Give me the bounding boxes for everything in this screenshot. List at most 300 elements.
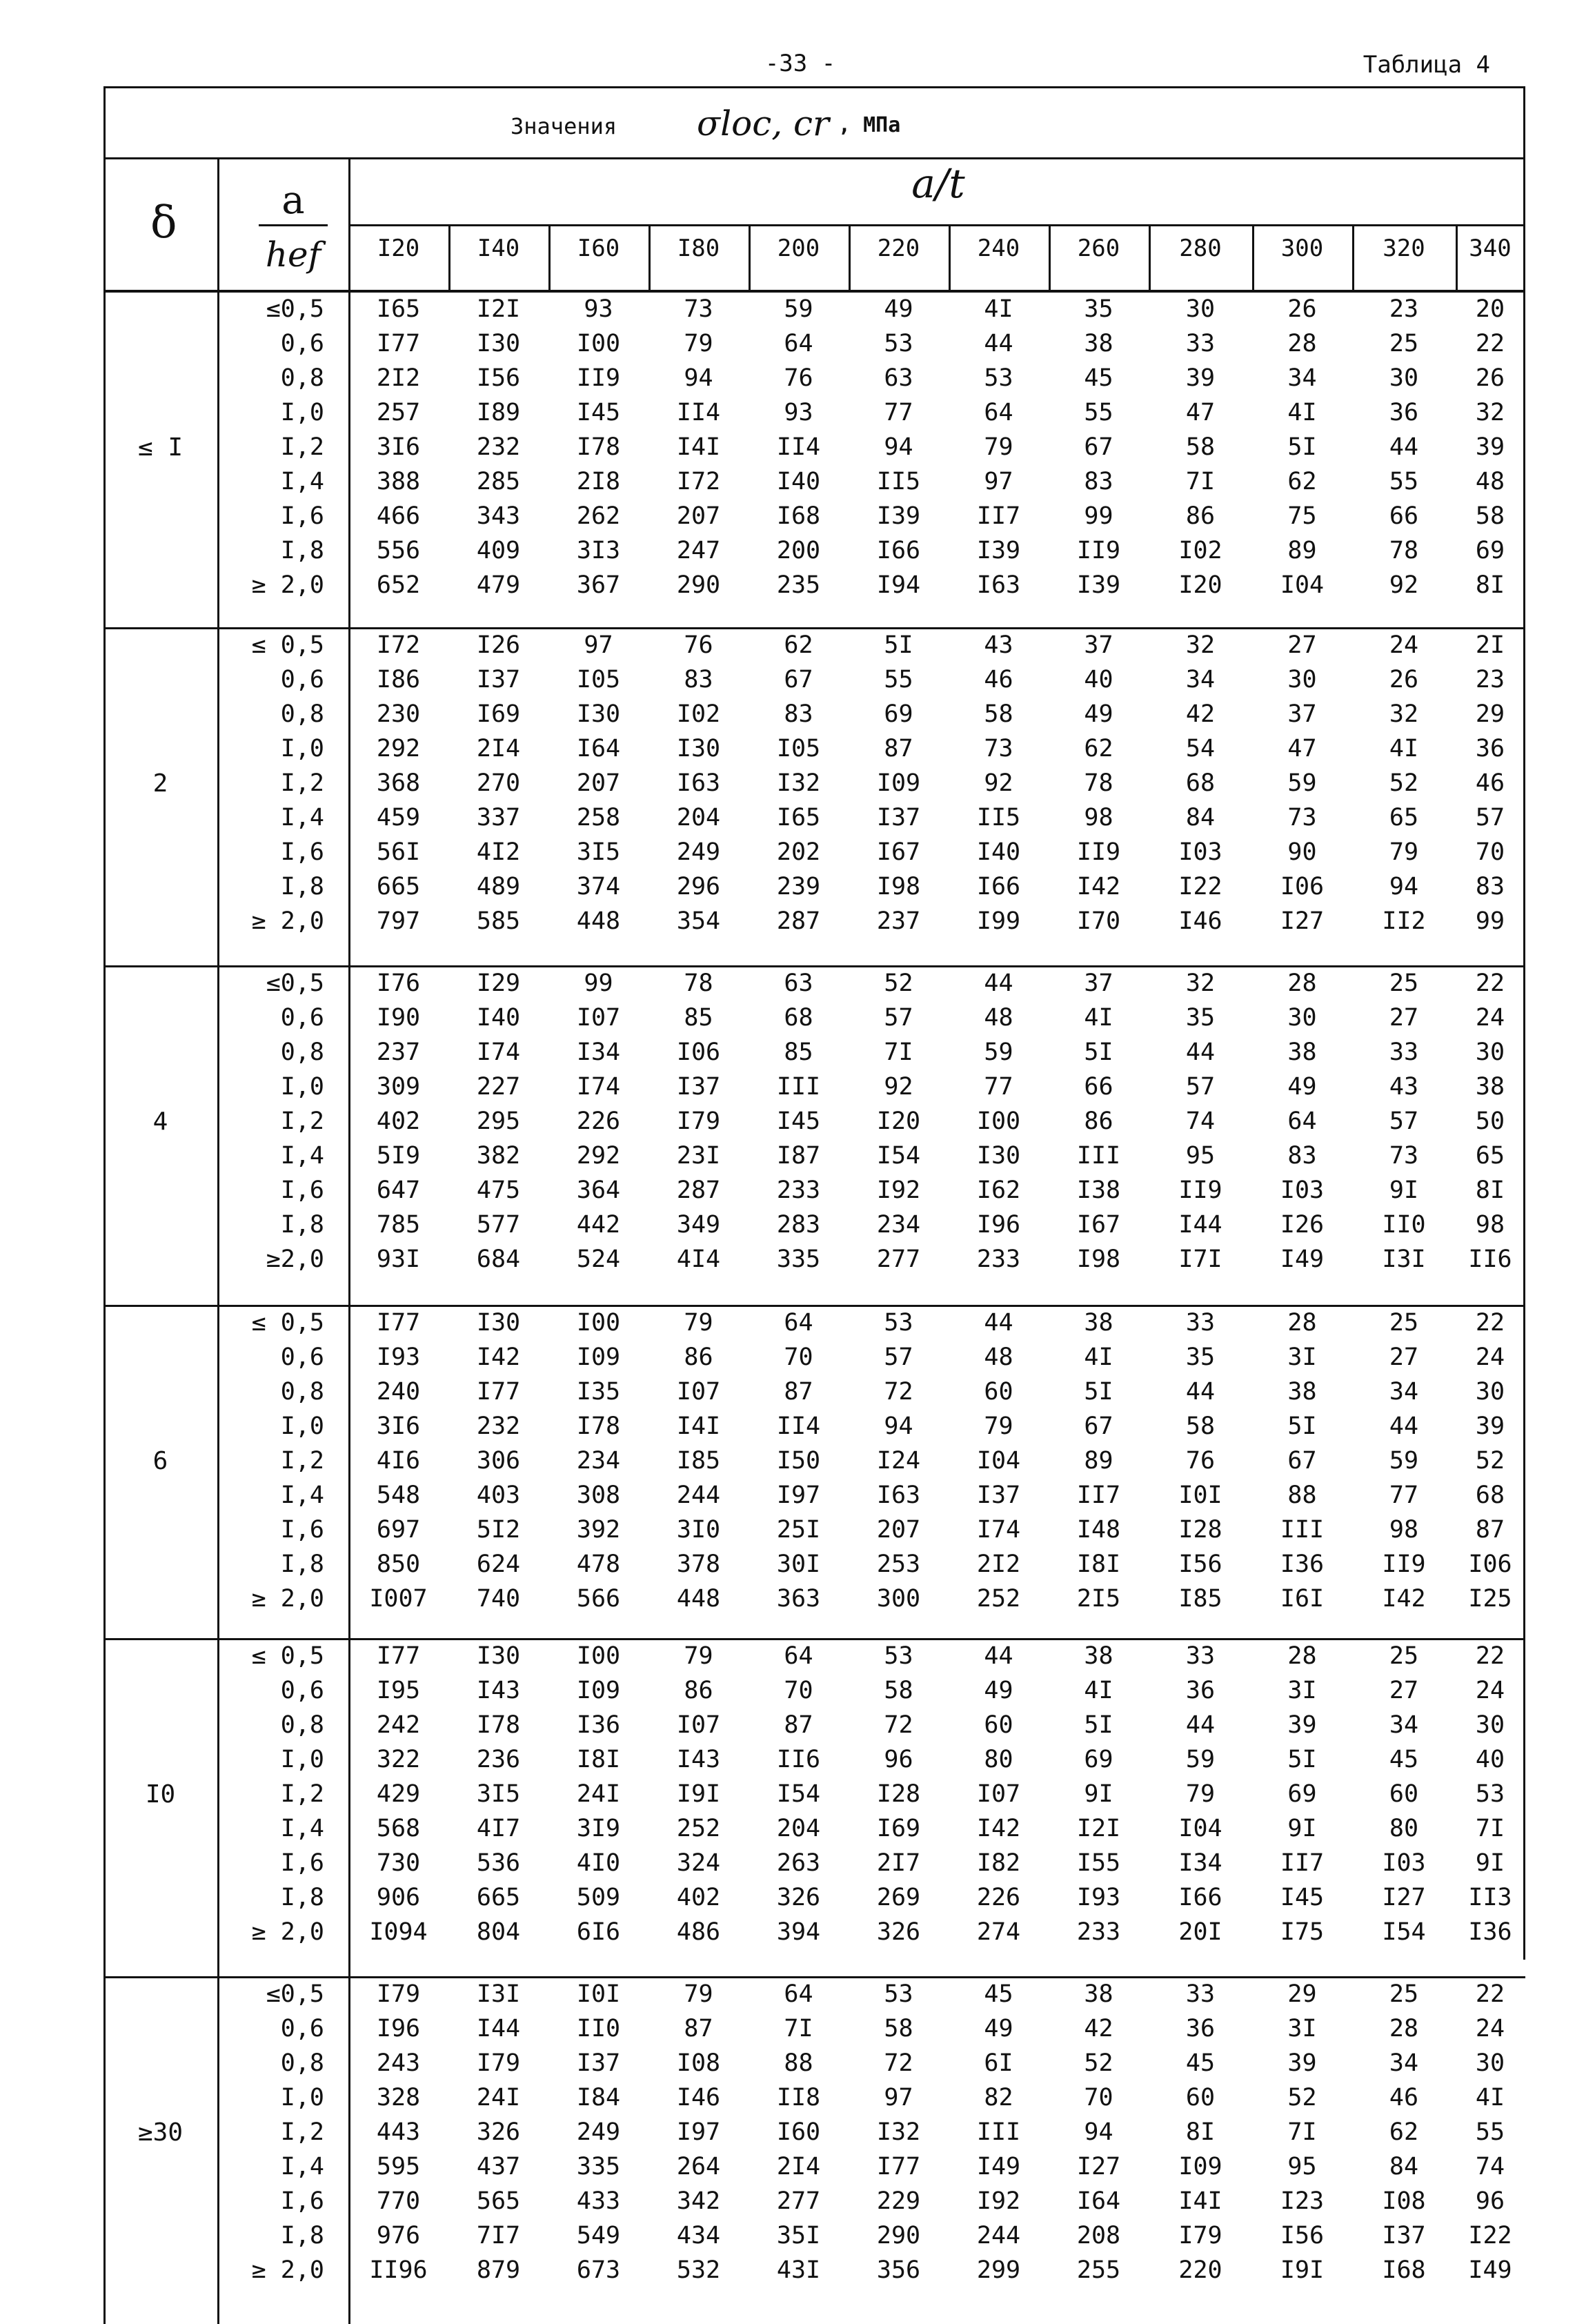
- table-cell: 95: [1287, 2153, 1317, 2180]
- table-cell: 80: [1389, 1815, 1419, 1842]
- table-cell: I39: [976, 537, 1021, 564]
- table-cell: 20: [1475, 295, 1505, 323]
- table-cell: I45: [576, 399, 621, 426]
- table-cell: I66: [976, 873, 1021, 900]
- table-cell: 99: [1084, 502, 1113, 530]
- table-cell: I37: [876, 804, 921, 831]
- table-cell: 402: [376, 1107, 421, 1135]
- table-cell: 76: [684, 631, 713, 659]
- table-cell: 28: [1287, 1309, 1317, 1337]
- table-cell: I34: [576, 1038, 621, 1066]
- table-cell: II0: [1382, 1211, 1426, 1239]
- table-cell: II3: [1468, 1884, 1512, 1911]
- table-cell: 23I: [676, 1142, 721, 1170]
- table-cell: I74: [576, 1073, 621, 1101]
- table-cell: I77: [476, 1378, 521, 1406]
- table-cell: 326: [476, 2118, 521, 2146]
- table-cell: 39: [1185, 364, 1216, 392]
- table-cell: 277: [776, 2187, 821, 2215]
- table-cell: 64: [984, 399, 1013, 426]
- table-cell: 70: [784, 1677, 813, 1704]
- table-cell: 83: [1475, 873, 1505, 900]
- table-cell: 9I: [1084, 1780, 1113, 1808]
- table-cell: I05: [576, 666, 621, 693]
- table-cell: I40: [976, 838, 1021, 866]
- table-cell: 5I9: [376, 1142, 421, 1170]
- table-cell: I28: [1178, 1516, 1222, 1544]
- table-cell: I30: [576, 700, 621, 728]
- table-cell: I44: [476, 2015, 521, 2042]
- table-cell: 55: [1389, 468, 1419, 495]
- table-cell: 220: [1178, 2256, 1222, 2284]
- table-cell: I68: [776, 502, 821, 530]
- table-cell: III: [976, 2118, 1021, 2146]
- table-cell: 227: [476, 1073, 521, 1101]
- table-cell: 335: [776, 1245, 821, 1273]
- table-cell: 7I: [1287, 2118, 1317, 2146]
- table-cell: 30: [1287, 666, 1317, 693]
- table-cell: 595: [376, 2153, 421, 2180]
- table-cell: 83: [684, 666, 713, 693]
- column-header: I60: [577, 235, 620, 262]
- table-cell: 2I2: [376, 364, 421, 392]
- table-cell: 26: [1389, 666, 1419, 693]
- table-cell: 48: [984, 1343, 1013, 1371]
- table-cell: 236: [476, 1746, 521, 1773]
- table-cell: 290: [876, 2222, 921, 2249]
- caption-prefix: Значения: [511, 113, 617, 139]
- row-label: I,0: [280, 399, 324, 426]
- table-cell: 3I: [1287, 1343, 1317, 1371]
- group-label: I0: [145, 1780, 176, 1809]
- table-cell: 234: [576, 1447, 621, 1475]
- caption-unit: , МПа: [838, 113, 901, 137]
- table-border-top: [103, 86, 1525, 88]
- table-cell: 536: [476, 1849, 521, 1877]
- column-header: I20: [377, 235, 420, 262]
- table-cell: I70: [1076, 907, 1121, 935]
- table-cell: I38: [1076, 1176, 1121, 1204]
- table-cell: 4I: [1084, 1677, 1113, 1704]
- table-cell: 3I6: [376, 1412, 421, 1440]
- table-cell: 532: [676, 2256, 721, 2284]
- table-cell: 92: [984, 769, 1013, 797]
- table-cell: 93: [784, 399, 813, 426]
- table-cell: 2I: [1475, 631, 1505, 659]
- table-cell: 785: [376, 1211, 421, 1239]
- table-cell: 92: [884, 1073, 913, 1101]
- table-cell: 38: [1287, 1378, 1317, 1406]
- table-cell: 24I: [576, 1780, 621, 1808]
- table-cell: 32: [1185, 969, 1216, 997]
- table-cell: 45: [1389, 1746, 1419, 1773]
- row-label: ≥ 2,0: [251, 2256, 324, 2284]
- table-cell: 25I: [776, 1516, 821, 1544]
- table-cell: 92: [1389, 571, 1419, 599]
- table-cell: 292: [576, 1142, 621, 1170]
- table-cell: III: [1076, 1142, 1121, 1170]
- table-cell: 684: [476, 1245, 521, 1273]
- table-cell: I69: [476, 700, 521, 728]
- table-cell: II9: [1382, 1550, 1426, 1578]
- table-cell: 4I7: [476, 1815, 521, 1842]
- row-label: I,2: [280, 1780, 324, 1808]
- table-cell: I27: [1382, 1884, 1426, 1911]
- table-cell: 374: [576, 873, 621, 900]
- table-cell: 40: [1084, 666, 1113, 693]
- table-cell: I9I: [1280, 2256, 1325, 2284]
- table-cell: 252: [676, 1815, 721, 1842]
- table-cell: 87: [784, 1378, 813, 1406]
- table-cell: 232: [476, 1412, 521, 1440]
- table-cell: 4I: [1287, 399, 1317, 426]
- table-cell: 244: [676, 1481, 721, 1509]
- row-label: 0,8: [280, 2049, 324, 2077]
- table-cell: I35: [576, 1378, 621, 1406]
- table-cell: 57: [884, 1343, 913, 1371]
- table-cell: 565: [476, 2187, 521, 2215]
- table-cell: 257: [376, 399, 421, 426]
- table-cell: 24: [1475, 1004, 1505, 1032]
- table-cell: I39: [876, 502, 921, 530]
- table-cell: 79: [1185, 1780, 1216, 1808]
- table-cell: 382: [476, 1142, 521, 1170]
- table-cell: 74: [1475, 2153, 1505, 2180]
- table-cell: 249: [676, 838, 721, 866]
- table-cell: I26: [1280, 1211, 1325, 1239]
- table-cell: 287: [676, 1176, 721, 1204]
- table-cell: II8: [776, 2084, 821, 2111]
- table-cell: 52: [884, 969, 913, 997]
- table-cell: 25: [1389, 1980, 1419, 2008]
- table-cell: 44: [984, 330, 1013, 357]
- table-cell: I95: [376, 1677, 421, 1704]
- table-cell: 34: [1389, 1378, 1419, 1406]
- table-cell: 28: [1287, 1642, 1317, 1670]
- table-cell: 30: [1475, 1711, 1505, 1739]
- table-cell: 23: [1389, 295, 1419, 323]
- table-cell: 9I: [1389, 1176, 1419, 1204]
- column-header: 320: [1383, 235, 1425, 262]
- table-cell: 394: [776, 1918, 821, 1946]
- table-cell: I30: [976, 1142, 1021, 1170]
- table-cell: 235: [776, 571, 821, 599]
- table-cell: I007: [369, 1585, 428, 1613]
- table-cell: 27: [1389, 1343, 1419, 1371]
- table-cell: 78: [684, 969, 713, 997]
- table-cell: 44: [1185, 1378, 1216, 1406]
- table-cell: I27: [1280, 907, 1325, 935]
- table-cell: 53: [884, 330, 913, 357]
- table-cell: 38: [1084, 330, 1113, 357]
- table-cell: I84: [576, 2084, 621, 2111]
- table-cell: 524: [576, 1245, 621, 1273]
- table-cell: 459: [376, 804, 421, 831]
- table-border-left: [103, 86, 106, 2324]
- table-cell: 3I: [1287, 1677, 1317, 1704]
- table-cell: I94: [876, 571, 921, 599]
- table-cell: 53: [884, 1309, 913, 1337]
- table-cell: I92: [976, 2187, 1021, 2215]
- table-cell: 80: [984, 1746, 1013, 1773]
- table-cell: I07: [676, 1711, 721, 1739]
- table-cell: I4I: [676, 1412, 721, 1440]
- table-cell: 55: [884, 666, 913, 693]
- table-cell: I05: [776, 735, 821, 762]
- table-cell: 35: [1084, 295, 1113, 323]
- table-cell: II5: [976, 804, 1021, 831]
- table-cell: 29: [1287, 1980, 1317, 2008]
- table-cell: 7I: [784, 2015, 813, 2042]
- table-cell: 287: [776, 907, 821, 935]
- table-cell: I79: [376, 1980, 421, 2008]
- table-cell: 665: [376, 873, 421, 900]
- a-over-t-header: a/t: [911, 160, 965, 207]
- table-cell: 69: [1287, 1780, 1317, 1808]
- table-cell: I99: [976, 907, 1021, 935]
- row-label: ≥ 2,0: [251, 1918, 324, 1946]
- table-cell: I26: [476, 631, 521, 659]
- table-cell: 86: [1185, 502, 1216, 530]
- table-cell: I3I: [1382, 1245, 1426, 1273]
- table-cell: 24: [1475, 2015, 1505, 2042]
- row-label: I,8: [280, 1550, 324, 1578]
- table-cell: 35: [1185, 1004, 1216, 1032]
- table-cell: I9I: [676, 1780, 721, 1808]
- table-cell: 74: [1185, 1107, 1216, 1135]
- table-cell: 44: [984, 1309, 1013, 1337]
- table-cell: 70: [1084, 2084, 1113, 2111]
- group-label: 6: [152, 1447, 168, 1475]
- row-label: 0,8: [280, 700, 324, 728]
- table-cell: I37: [1382, 2222, 1426, 2249]
- table-cell: 354: [676, 907, 721, 935]
- table-cell: 30I: [776, 1550, 821, 1578]
- table-cell: 429: [376, 1780, 421, 1808]
- table-cell: 2I2: [976, 1550, 1021, 1578]
- table-cell: I0I: [1178, 1481, 1222, 1509]
- row-label: ≥2,0: [266, 1245, 324, 1273]
- table-cell: I42: [1382, 1585, 1426, 1613]
- table-cell: 73: [1287, 804, 1317, 831]
- table-cell: 208: [1076, 2222, 1121, 2249]
- table-cell: 3I5: [476, 1780, 521, 1808]
- table-cell: 30: [1475, 2049, 1505, 2077]
- table-cell: I56: [1178, 1550, 1222, 1578]
- table-cell: 585: [476, 907, 521, 935]
- table-cell: 4I: [1084, 1004, 1113, 1032]
- table-cell: 65: [1389, 804, 1419, 831]
- ratio-numerator: a: [281, 178, 305, 223]
- table-cell: 94: [884, 1412, 913, 1440]
- table-cell: I55: [1076, 1849, 1121, 1877]
- table-cell: I93: [376, 1343, 421, 1371]
- table-cell: 58: [884, 1677, 913, 1704]
- table-cell: 448: [576, 907, 621, 935]
- row-label: ≤0,5: [266, 295, 324, 323]
- table-cell: 335: [576, 2153, 621, 2180]
- table-cell: 97: [884, 2084, 913, 2111]
- table-cell: I98: [876, 873, 921, 900]
- table-cell: 95: [1185, 1142, 1216, 1170]
- table-cell: 240: [376, 1378, 421, 1406]
- table-cell: 5I: [1287, 1746, 1317, 1773]
- table-cell: I50: [776, 1447, 821, 1475]
- table-cell: 9I: [1475, 1849, 1505, 1877]
- row-label: 0,6: [280, 1004, 324, 1032]
- table-cell: 57: [1475, 804, 1505, 831]
- row-label: ≤0,5: [266, 1980, 324, 2008]
- row-label: ≤ 0,5: [251, 631, 324, 659]
- row-label: 0,8: [280, 1038, 324, 1066]
- table-cell: II2: [1382, 907, 1426, 935]
- table-cell: 59: [784, 295, 813, 323]
- table-cell: III: [776, 1073, 821, 1101]
- table-cell: 36: [1475, 735, 1505, 762]
- table-cell: 58: [1185, 433, 1216, 461]
- ratio-denominator: hef: [265, 235, 321, 275]
- table-cell: 230: [376, 700, 421, 728]
- table-cell: 49: [1287, 1073, 1317, 1101]
- table-cell: I77: [376, 1309, 421, 1337]
- table-cell: I09: [576, 1343, 621, 1371]
- table-cell: 233: [776, 1176, 821, 1204]
- table-cell: I36: [1468, 1918, 1512, 1946]
- table-cell: 299: [976, 2256, 1021, 2284]
- row-label: I,4: [280, 2153, 324, 2180]
- table-cell: I63: [976, 571, 1021, 599]
- table-cell: 24: [1389, 631, 1419, 659]
- ratio-fraction-bar: [259, 224, 328, 226]
- table-cell: 548: [376, 1481, 421, 1509]
- group-label: 4: [152, 1107, 168, 1136]
- table-cell: I67: [1076, 1211, 1121, 1239]
- table-cell: 60: [1389, 1780, 1419, 1808]
- table-cell: I07: [976, 1780, 1021, 1808]
- table-cell: I08: [676, 2049, 721, 2077]
- table-cell: 437: [476, 2153, 521, 2180]
- table-cell: 33: [1185, 1642, 1216, 1670]
- table-cell: 308: [576, 1481, 621, 1509]
- table-cell: I96: [976, 1211, 1021, 1239]
- table-cell: 850: [376, 1550, 421, 1578]
- table-cell: 797: [376, 907, 421, 935]
- table-cell: I30: [676, 735, 721, 762]
- table-cell: 72: [884, 1378, 913, 1406]
- table-cell: 232: [476, 433, 521, 461]
- row-label: I,2: [280, 1447, 324, 1475]
- group-separator: [103, 1976, 1525, 1978]
- table-cell: 84: [1185, 804, 1216, 831]
- row-label: I,2: [280, 433, 324, 461]
- table-cell: I78: [576, 433, 621, 461]
- table-label: Таблица 4: [1363, 51, 1490, 79]
- table-cell: 38: [1084, 1309, 1113, 1337]
- table-cell: 49: [884, 295, 913, 323]
- table-cell: 475: [476, 1176, 521, 1204]
- table-cell: 83: [784, 700, 813, 728]
- table-cell: II7: [1280, 1849, 1325, 1877]
- table-cell: 59: [1185, 1746, 1216, 1773]
- table-cell: 86: [684, 1343, 713, 1371]
- table-cell: 73: [984, 735, 1013, 762]
- table-cell: 44: [1389, 1412, 1419, 1440]
- table-cell: 94: [684, 364, 713, 392]
- table-cell: I49: [1280, 1245, 1325, 1273]
- table-cell: 59: [1287, 769, 1317, 797]
- table-cell: II4: [776, 433, 821, 461]
- table-cell: I34: [1178, 1849, 1222, 1877]
- table-cell: I54: [776, 1780, 821, 1808]
- table-cell: 94: [1389, 873, 1419, 900]
- table-cell: I09: [576, 1677, 621, 1704]
- table-cell: I36: [576, 1711, 621, 1739]
- table-cell: 6I: [984, 2049, 1013, 2077]
- table-cell: 46: [1475, 769, 1505, 797]
- table-cell: 96: [1475, 2187, 1505, 2215]
- table-cell: I77: [376, 1642, 421, 1670]
- table-cell: 207: [676, 502, 721, 530]
- table-cell: 22: [1475, 969, 1505, 997]
- table-cell: I42: [476, 1343, 521, 1371]
- table-cell: I78: [476, 1711, 521, 1739]
- table-cell: I79: [676, 1107, 721, 1135]
- row-label: I,4: [280, 1481, 324, 1509]
- table-cell: 62: [784, 631, 813, 659]
- table-cell: 4I: [1084, 1343, 1113, 1371]
- group-separator: [103, 1305, 1525, 1307]
- table-cell: 343: [476, 502, 521, 530]
- table-cell: 23: [1475, 666, 1505, 693]
- table-cell: I06: [1468, 1550, 1512, 1578]
- table-cell: 647: [376, 1176, 421, 1204]
- table-cell: II7: [976, 502, 1021, 530]
- caption-symbol: σloc, cr: [697, 104, 829, 144]
- table-cell: 4I: [1389, 735, 1419, 762]
- table-cell: 77: [1389, 1481, 1419, 1509]
- table-cell: I8I: [576, 1746, 621, 1773]
- table-cell: 49: [984, 2015, 1013, 2042]
- table-cell: 328: [376, 2084, 421, 2111]
- table-cell: I74: [476, 1038, 521, 1066]
- table-cell: 79: [984, 1412, 1013, 1440]
- table-cell: 30: [1389, 364, 1419, 392]
- column-header: 280: [1179, 235, 1222, 262]
- table-cell: 38: [1084, 1980, 1113, 2008]
- table-cell: 34: [1389, 2049, 1419, 2077]
- table-cell: 89: [1084, 1447, 1113, 1475]
- column-header: 340: [1469, 235, 1512, 262]
- table-cell: I04: [1280, 571, 1325, 599]
- table-cell: I8I: [1076, 1550, 1121, 1578]
- row-label: I,0: [280, 2084, 324, 2111]
- table-cell: 24: [1475, 1677, 1505, 1704]
- table-cell: 22: [1475, 1980, 1505, 2008]
- table-cell: 60: [984, 1711, 1013, 1739]
- table-cell: I06: [676, 1038, 721, 1066]
- table-cell: I04: [976, 1447, 1021, 1475]
- table-cell: 30: [1287, 1004, 1317, 1032]
- row-label: 0,8: [280, 1711, 324, 1739]
- table-cell: 24I: [476, 2084, 521, 2111]
- table-cell: 78: [1084, 769, 1113, 797]
- table-cell: 2I8: [576, 468, 621, 495]
- table-cell: 75: [1287, 502, 1317, 530]
- table-cell: 337: [476, 804, 521, 831]
- row-label: I,0: [280, 1412, 324, 1440]
- table-cell: I37: [476, 666, 521, 693]
- table-cell: 38: [1475, 1073, 1505, 1101]
